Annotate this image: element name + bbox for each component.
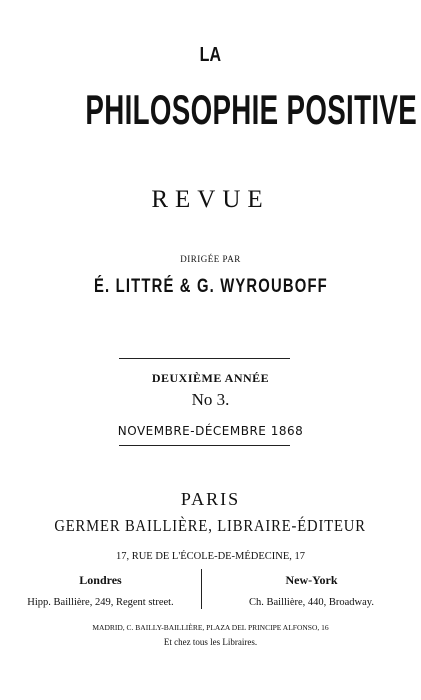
issue-period: NOVEMBRE-DÉCEMBRE 1868: [117, 424, 304, 438]
publisher-address: 17, RUE DE L'ÉCOLE-DE-MÉDECINE, 17: [115, 551, 306, 562]
issue-year: DEUXIÈME ANNÉE: [151, 371, 270, 385]
newyork-address: Ch. Baillière, 440, Broadway.: [248, 597, 374, 608]
madrid-line: MADRID, C. BAILLY-BAILLIÈRE, PLAZA DEL PRINCIPE ALFONSO, 16: [92, 623, 329, 632]
newyork-city: New-York: [285, 573, 338, 587]
publisher-city: PARIS: [180, 489, 241, 509]
booksellers-line: Et chez tous les Libraires.: [163, 637, 258, 647]
editors-names: É. LITTRÉ & G. WYROUBOFF: [93, 276, 328, 297]
directed-by-label: DIRIGÉE PAR: [180, 254, 241, 264]
revue-subtitle: REVUE: [151, 186, 270, 213]
london-city: Londres: [79, 573, 122, 587]
london-address: Hipp. Baillière, 249, Regent street.: [27, 597, 174, 608]
issue-number: No 3.: [191, 390, 230, 409]
top-rule: [119, 358, 290, 359]
journal-title: PHILOSOPHIE POSITIVE: [85, 86, 418, 133]
bottom-rule: [119, 445, 290, 446]
publisher-name: GERMER BAILLIÈRE, LIBRAIRE-ÉDITEUR: [54, 516, 367, 535]
article-la: LA: [199, 44, 222, 66]
